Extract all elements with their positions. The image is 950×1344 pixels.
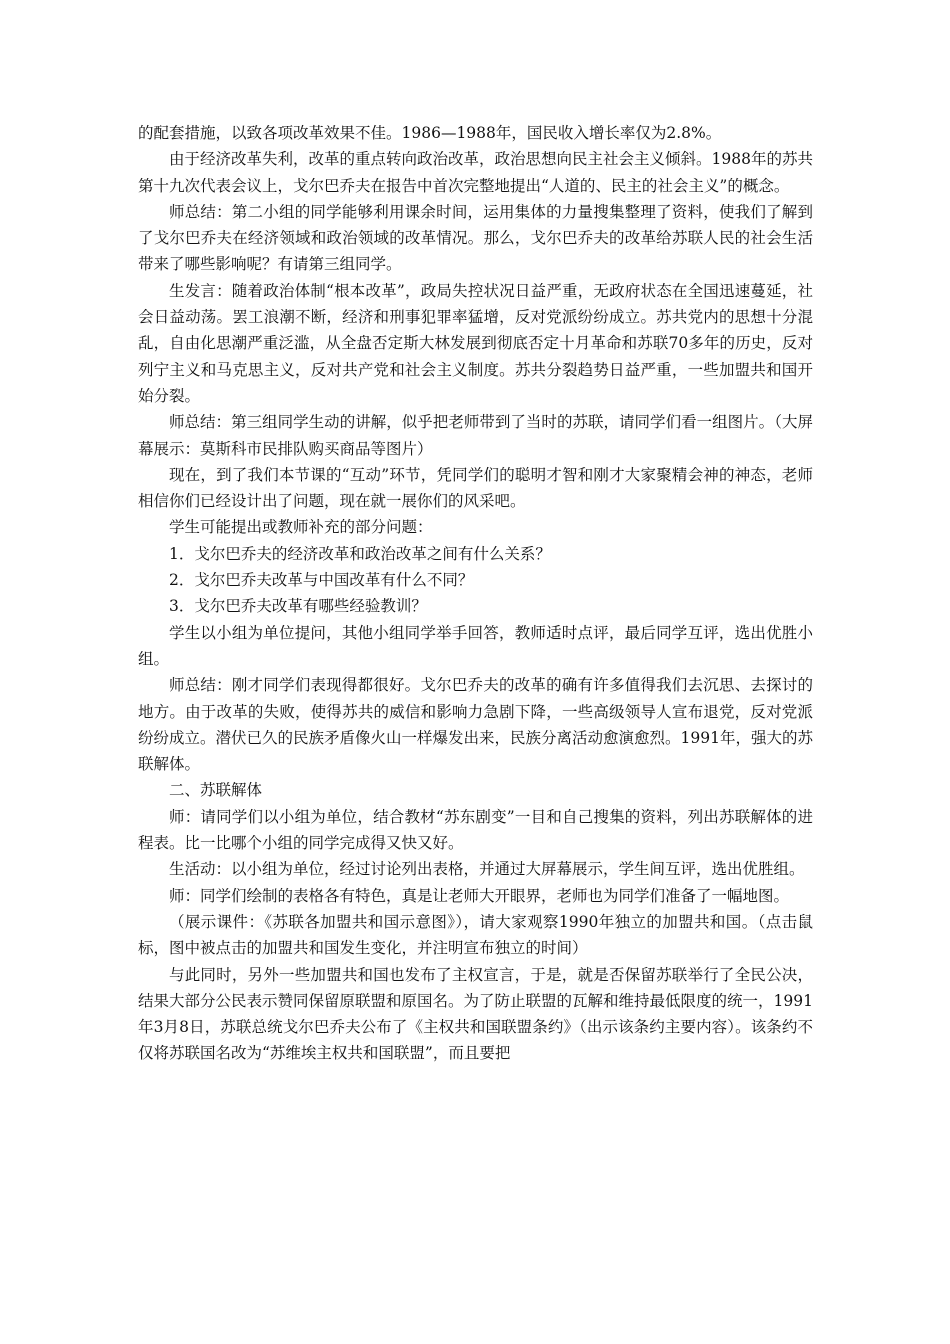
paragraph-treaty: 与此同时，另外一些加盟共和国也发布了主权宣言，于是，就是否保留苏联举行了全民公决，结果大部分公民表示赞同保留原联盟和原国名。为了防止联盟的瓦解和维持最低限度的统一，1991年3月8日，苏联总统戈尔巴乔夫公布了《主权共和国联盟条约》（出示该条约主要内容）。该条约不仅将苏联国名改为“苏维埃主权共和国联盟”，而且要把 <box>138 965 813 1063</box>
question-item-2: 2．戈尔巴乔夫改革与中国改革有什么不同？ <box>169 571 474 590</box>
paragraph-interaction: 现在，到了我们本节课的“互动”环节，凭同学们的聪明才智和刚才大家聚精会神的神态，老师相信你们已经设计出了问题，现在就一展你们的风采吧。 <box>138 465 813 511</box>
section-heading-ussr-dissolution: 二、苏联解体 <box>169 781 263 800</box>
paragraph-teacher-summary-final: 师总结：刚才同学们表现得都很好。戈尔巴乔夫的改革的确有许多值得我们去沉思、去探讨的地方。由于改革的失败，使得苏共的威信和影响力急剧下降，一些高级领导人宣布退党，反对党派纷纷成立。潜伏已久的民族矛盾像火山一样爆发出来，民族分离活动愈演愈烈。1991年，强大的苏联解体。 <box>138 676 813 774</box>
paragraph-political-reform: 由于经济改革失利，改革的重点转向政治改革，政治思想向民主社会主义倾斜。1988年的苏共第十九次代表会议上，戈尔巴乔夫在报告中首次完整地提出“人道的、民主的社会主义”的概念。 <box>138 150 813 195</box>
paragraph-group-activity: 学生以小组为单位提问，其他小组同学举手回答，教师适时点评，最后同学互评，选出优胜小组。 <box>138 623 813 668</box>
paragraph-courseware: （展示课件：《苏联各加盟共和国示意图》），请大家观察1990年独立的加盟共和国。（点击鼠标，图中被点击的加盟共和国发生变化，并注明宣布独立的时间） <box>138 912 813 958</box>
question-item-3: 3．戈尔巴乔夫改革有哪些经验教训？ <box>169 597 427 616</box>
paragraph-teacher-summary-group2: 师总结：第二小组的同学能够利用课余时间，运用集体的力量搜集整理了资料，使我们了解到了戈尔巴乔夫在经济领域和政治领域的改革情况。那么，戈尔巴乔夫的改革给苏联人民的社会生活带来了哪些影响呢？有请第三组同学。 <box>138 202 813 274</box>
paragraph-student-activity: 生活动：以小组为单位，经过讨论列出表格，并通过大屏幕展示，学生间互评，选出优胜组。 <box>169 860 805 879</box>
paragraph-student-speech: 生发言：随着政治体制“根本改革”，政局失控状况日益严重，无政府状态在全国迅速蔓延，社会日益动荡。罢工浪潮不断，经济和刑事犯罪率猛增，反对党派纷纷成立。苏共党内的思想十分混乱，自由化思潮严重泛滥，从全盘否定斯大林发展到彻底否定十月革命和苏联70多年的历史，反对列宁主义和马克思主义，反对共产党和社会主义制度。苏共分裂趋势日益严重，一些加盟共和国开始分裂。 <box>138 281 813 405</box>
paragraph-teacher-task: 师：请同学们以小组为单位，结合教材“苏东剧变”一目和自己搜集的资料，列出苏联解体的进程表。比一比哪个小组的同学完成得又快又好。 <box>138 807 813 853</box>
paragraph-reform-results: 的配套措施，以致各项改革效果不佳。1986—1988年，国民收入增长率仅为2.8%。 <box>138 124 722 142</box>
paragraph-teacher-map: 师：同学们绘制的表格各有特色，真是让老师大开眼界，老师也为同学们准备了一幅地图。 <box>169 886 790 905</box>
question-item-1: 1．戈尔巴乔夫的经济改革和政治改革之间有什么关系？ <box>169 544 551 563</box>
paragraph-questions-intro: 学生可能提出或教师补充的部分问题： <box>169 518 433 537</box>
document-page <box>138 120 813 1067</box>
paragraph-teacher-summary-group3: 师总结：第三组同学生动的讲解，似乎把老师带到了当时的苏联，请同学们看一组图片。（大屏幕展示：莫斯科市民排队购买商品等图片） <box>138 413 813 458</box>
